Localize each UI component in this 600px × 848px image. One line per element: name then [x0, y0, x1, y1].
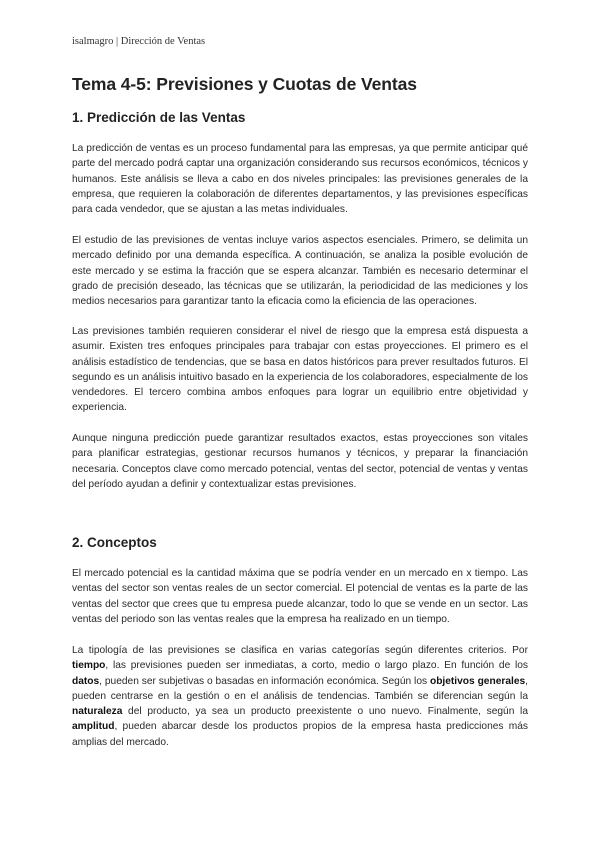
paragraph: El estudio de las previsiones de ventas incluye varios aspectos esenciales. Primero, se delimita un mercado definido por una demanda específica. A continuación, se analiza la posible evolución de este mercado y se estima la fracción que se espera alcanzar. También es necesario determinar el grado de precisión deseado, las técnicas que se utilizarán, la periodicidad de las mediciones y los medios necesarios para garantizar tanto la eficacia como la eficiencia de las operaciones. [72, 235, 528, 308]
section-heading-prediccion: 1. Predicción de las Ventas [72, 110, 246, 125]
bold-term: tiempo [72, 660, 106, 672]
paragraph-tipologia [72, 643, 528, 750]
text-run: , las previsiones pueden ser inmediatas, a corto, medio o largo plazo. En función de los [105, 660, 528, 672]
bold-term: objetivos generales [429, 675, 526, 687]
text-run: , pueden centrarse en la gestión o en el análisis de tendencias. También se diferencian según la [72, 675, 528, 702]
paragraph: Aunque ninguna predicción puede garantizar resultados exactos, estas proyecciones son vitales para planificar estrategias, gestionar recursos humanos y técnicos, y preparar la financiación necesaria. Conceptos clave como mercado potencial, ventas del sector, potencial de ventas y ventas del período ayudan a definir y contextualizar estas previsiones. [72, 433, 528, 490]
paragraph: Las previsiones también requieren considerar el nivel de riesgo que la empresa está dispuesta a asumir. Existen tres enfoques principales para trabajar con estas proyecciones. El primero es el análisis estadístico de tendencias, que se basa en datos históricos para prever resultados futuros. El segundo es un análisis intuitivo basado en la experiencia de los colaboradores, especialmente de los vendedores. El tercero combina ambos enfoques para lograr un equilibrio entre objetividad y experiencia. [72, 326, 528, 414]
paragraph: El mercado potencial es la cantidad máxima que se podría vender en un mercado en x tiempo. Las ventas del sector son ventas reales de un sector comercial. El potencial de ventas es la parte de las ventas del sector que crees que tu empresa puede alcanzar, todo lo que se vende en un sector. Las ventas del periodo son las ventas reales que la empresa ha realizado en un tiempo. [72, 568, 528, 625]
document-title: Tema 4-5: Previsiones y Cuotas de Ventas [72, 74, 417, 94]
bold-term: naturaleza [72, 706, 123, 718]
text-run: , pueden ser subjetivas o basadas en información económica. Según los [99, 675, 430, 687]
paragraph: La predicción de ventas es un proceso fundamental para las empresas, ya que permite anticipar qué parte del mercado podrá captar una organización considerando sus recursos económicos, técnicos y humanos. Este análisis se lleva a cabo en dos niveles principales: las previsiones generales de la empresa, que requieren la colaboración de diferentes departamentos, y las previsiones específicas para cada vendedor, que se ajustan a las metas individuales. [72, 143, 528, 216]
text-run: La tipología de las previsiones se clasifica en varias categorías según diferentes criterios. Por [72, 645, 528, 656]
bold-term: datos [72, 675, 100, 687]
text-run: del producto, ya sea un producto preexistente o uno nuevo. Finalmente, según la [122, 706, 528, 718]
section-heading-conceptos: 2. Conceptos [72, 535, 157, 550]
running-header: isalmagro | Dirección de Ventas [72, 36, 206, 47]
text-run: , pueden abarcar desde los productos propios de la empresa hasta predicciones más amplias del mercado. [72, 721, 528, 748]
bold-term: amplitud [72, 721, 115, 733]
